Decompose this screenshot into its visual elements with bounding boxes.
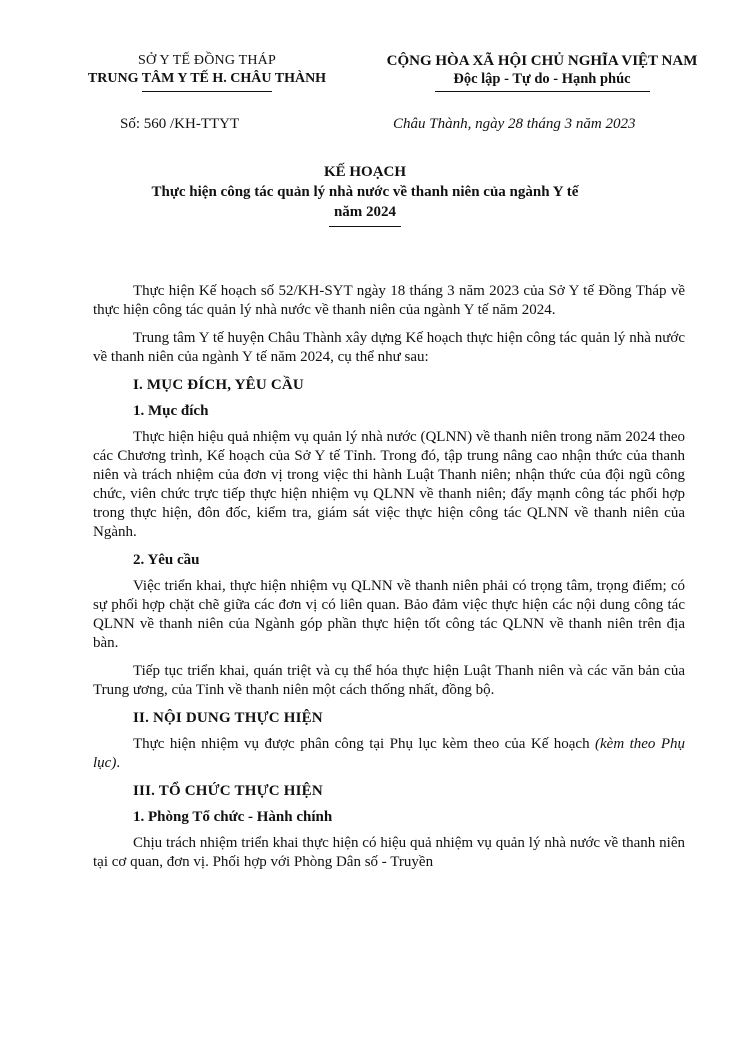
document-number: Số: 560 /KH-TTYT — [120, 116, 240, 132]
subsection-heading-admin-office: 1. Phòng Tổ chức - Hành chính — [133, 809, 333, 825]
title-underline — [329, 226, 401, 227]
document-date: Châu Thành, ngày 28 tháng 3 năm 2023 — [393, 116, 636, 132]
document-type: KẾ HOẠCH — [323, 164, 407, 180]
paragraph-requirements-2: Tiếp tục triển khai, quán triệt và cụ thể hóa thực hiện Luật Thanh niên và các văn bản của Trung ương, của Tỉnh về thanh niên một cách thống nhất, đồng bộ. — [93, 663, 685, 698]
parent-agency: SỞ Y TẾ ĐỒNG THÁP — [138, 53, 276, 68]
motto-underline — [435, 91, 650, 92]
paragraph-intro-1: Thực hiện Kế hoạch số 52/KH-SYT ngày 18 tháng 3 năm 2023 của Sở Y tế Đồng Tháp về thực hiện công tác quản lý nhà nước về thanh niên của ngành Y tế năm 2024. — [93, 283, 685, 318]
paragraph-purpose: Thực hiện hiệu quả nhiệm vụ quản lý nhà nước (QLNN) về thanh niên trong năm 2024 theo các Chương trình, Kế hoạch của Sở Y tế Tỉnh. Trong đó, tập trung nâng cao nhận thức của thanh niên và trách nhiệm của đơn vị trong việc thi hành Luật Thanh niên; nhận thức của đội ngũ công chức, viên chức trực tiếp thực hiện nhiệm vụ QLNN về thanh niên; đẩy mạnh công tác phối hợp trong thực hiện, đôn đốc, kiểm tra, giám sát việc thực hiện công tác QLNN về thanh niên của Ngành. — [93, 429, 685, 540]
paragraph-content-text: Thực hiện nhiệm vụ được phân công tại Phụ lục kèm theo của Kế hoạch — [133, 736, 596, 752]
subsection-heading-purpose: 1. Mục đích — [133, 403, 209, 419]
subsection-heading-requirements: 2. Yêu cầu — [133, 552, 200, 568]
paragraph-content-period: . — [116, 755, 121, 771]
paragraph-intro-2: Trung tâm Y tế huyện Châu Thành xây dựng Kế hoạch thực hiện công tác quản lý nhà nước về thanh niên của ngành Y tế năm 2024, cụ thể như sau: — [93, 330, 685, 365]
section-heading-2: II. NỘI DUNG THỰC HIỆN — [133, 710, 323, 726]
issuing-unit: TRUNG TÂM Y TẾ H. CHÂU THÀNH — [87, 71, 327, 86]
document-subject-line-1: Thực hiện công tác quản lý nhà nước về thanh niên của ngành Y tế — [151, 184, 579, 200]
national-motto: Độc lập - Tự do - Hạnh phúc — [453, 71, 631, 87]
paragraph-requirements-1: Việc triển khai, thực hiện nhiệm vụ QLNN về thanh niên phải có trọng tâm, trọng điểm; có sự phối hợp chặt chẽ giữa các đơn vị có liên quan. Bảo đảm việc thực hiện các nội dung công tác QLNN về thanh niên của Ngành góp phần thực hiện tốt công tác QLNN về thanh niên trên địa bàn. — [93, 578, 685, 651]
section-heading-1: I. MỤC ĐÍCH, YÊU CẦU — [133, 377, 304, 393]
paragraph-admin-office: Chịu trách nhiệm triển khai thực hiện có hiệu quả nhiệm vụ quản lý nhà nước về thanh niên tại cơ quan, đơn vị. Phối hợp với Phòng Dân số - Truyền — [93, 835, 685, 870]
national-title-block — [362, 52, 722, 92]
document-title-block — [70, 162, 660, 227]
paragraph-content — [93, 735, 685, 773]
document-body — [93, 282, 685, 881]
issuer-block — [62, 52, 352, 92]
issuer-underline — [142, 91, 272, 92]
document-subject-line-2: năm 2024 — [333, 204, 397, 220]
paragraph-content-appendix-note: (kèm theo Phụ lục) — [93, 736, 685, 771]
national-title: CỘNG HÒA XÃ HỘI CHỦ NGHĨA VIỆT NAM — [386, 53, 698, 69]
section-heading-3: III. TỔ CHỨC THỰC HIỆN — [133, 783, 323, 799]
